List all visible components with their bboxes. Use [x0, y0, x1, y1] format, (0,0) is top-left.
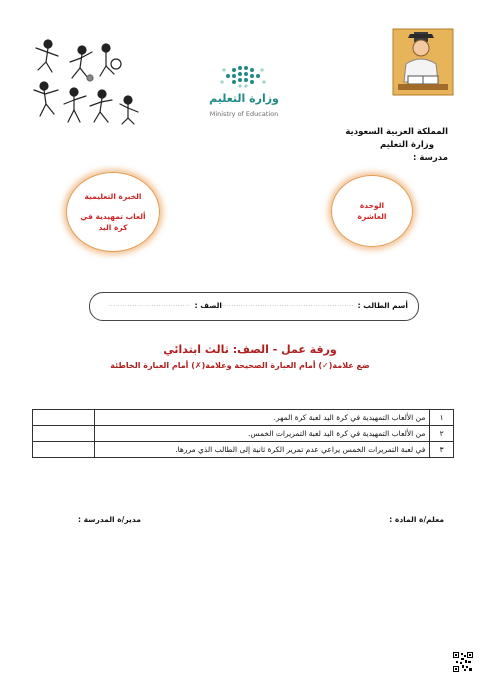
student-reading-clipart — [392, 28, 454, 96]
sports-clipart — [30, 34, 140, 126]
class-field[interactable]: .................................. — [108, 301, 190, 308]
table-row — [33, 426, 454, 442]
topic-heading: الخبرة التعليمية — [84, 192, 142, 201]
lesson-topic-oval — [66, 172, 160, 252]
table-row — [33, 442, 454, 458]
worksheet-title: ورقة عمل - الصف: ثالث ابتدائي — [163, 343, 337, 356]
logo-dots-icon — [196, 64, 292, 92]
answer-cell[interactable] — [33, 410, 95, 426]
unit-number: العاشرة — [357, 212, 387, 221]
questions-table — [32, 409, 454, 458]
question-text: من الألعاب التمهيدية في كرة اليد لعبة التمريرات الخمس. — [94, 426, 429, 442]
question-number: ١ — [430, 410, 454, 426]
class-label: الصف : — [194, 301, 222, 310]
topic-line-2: كرة اليد — [98, 223, 128, 232]
document-header — [345, 126, 448, 165]
question-number: ٢ — [430, 426, 454, 442]
principal-signature-label: مدير/ة المدرسة : — [78, 515, 141, 524]
school-label: مدرسة : — [413, 153, 448, 163]
answer-cell[interactable] — [33, 442, 95, 458]
worksheet-instruction: ضع علامة(✓) أمام العبارة الصحيحة وعلامة(✗) أمام العبارة الخاطئة — [110, 361, 370, 370]
ministry-logo — [196, 64, 292, 122]
teacher-signature-label: معلم/ة المادة : — [389, 515, 444, 524]
student-name-label: أسم الطالب : — [357, 301, 408, 310]
unit-heading: الوحدة — [359, 201, 385, 210]
student-name-field[interactable]: .......................................................... — [214, 301, 354, 308]
student-info-box — [89, 292, 419, 321]
question-text: في لعبة التمريرات الخمس يراعي عدم تمرير الكرة ثانية إلى الطالب الذي مررها. — [94, 442, 429, 458]
table-row — [33, 410, 454, 426]
topic-line: ألعاب تمهيدية في — [80, 212, 146, 221]
ministry-name: وزارة التعليم — [380, 140, 434, 150]
country-name: المملكة العربية السعودية — [345, 127, 448, 137]
unit-oval — [331, 175, 413, 247]
qr-code-icon — [453, 652, 473, 672]
answer-cell[interactable] — [33, 426, 95, 442]
logo-arabic-text: وزارة التعليم — [209, 92, 279, 105]
logo-english-text: Ministry of Education — [209, 110, 279, 118]
question-number: ٣ — [430, 442, 454, 458]
question-text: من الألعاب التمهيدية في كرة اليد لعبة كرة المهر. — [94, 410, 429, 426]
